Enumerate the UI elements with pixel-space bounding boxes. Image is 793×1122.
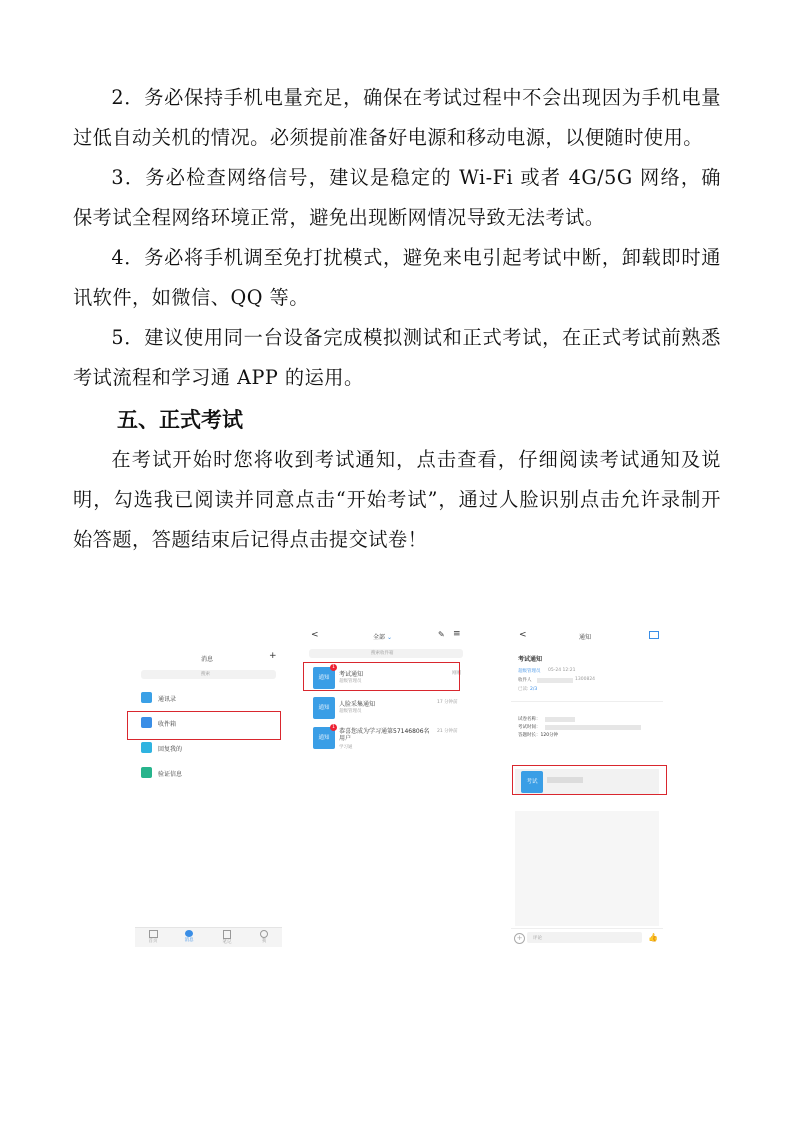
tab-label: 我 xyxy=(261,939,267,944)
paragraph-do-not-disturb: 4．务必将手机调至免打扰模式，避免来电引起考试中断，卸载即时通讯软件，如微信、QQ 等。 xyxy=(73,246,721,309)
tab-home[interactable] xyxy=(145,930,161,944)
list-item-label: 通讯录 xyxy=(158,696,177,703)
read-count-label xyxy=(518,686,537,692)
notice-tag: 通知 xyxy=(313,727,335,749)
notice-body-blank xyxy=(515,811,659,926)
message-row-welcome[interactable] xyxy=(303,722,469,756)
home-icon xyxy=(149,930,158,938)
list-item-replies[interactable] xyxy=(141,741,276,755)
read-label: 已读: xyxy=(518,687,529,692)
notice-date: 05-24 12:21 xyxy=(548,668,576,673)
search-placeholder: 搜索 xyxy=(201,672,210,677)
messages-title: 消息 xyxy=(201,656,214,663)
search-placeholder: 搜索收件箱 xyxy=(371,651,394,656)
reply-icon xyxy=(141,742,152,753)
duration-label xyxy=(518,732,558,738)
notice-tag: 通知 xyxy=(313,697,335,719)
tab-me[interactable] xyxy=(256,930,272,944)
back-icon[interactable]: < xyxy=(519,630,527,640)
paragraph-formal-exam: 在考试开始时您将收到考试通知，点击查看，仔细阅读考试通知及说明，勾选我已阅读并同意点击“开始考试”，通过人脸识别点击允许录制开始答题，答题结束后记得点击提交试卷！ xyxy=(73,448,721,551)
exam-name-redacted xyxy=(545,717,575,722)
unread-badge: 1 xyxy=(330,664,337,671)
message-title: 人脸采集通知 xyxy=(339,701,376,708)
unread-badge: 1 xyxy=(330,724,337,731)
notice-tag: 通知 xyxy=(313,667,335,689)
screenshot-messages xyxy=(135,645,282,947)
read-value: 2/3 xyxy=(529,687,538,692)
tab-label: 笔记 xyxy=(222,940,232,945)
inbox-search-input[interactable] xyxy=(309,649,463,658)
paragraph-battery: 2．务必保持手机电量充足，确保在考试过程中不会出现因为手机电量过低自动关机的情况。必须提前准备好电源和移动电源，以便随时使用。 xyxy=(73,86,721,149)
tab-label: 消息 xyxy=(184,938,194,943)
tab-label: 首页 xyxy=(148,939,158,944)
message-title: 恭喜您成为学习通第57146806名用户 xyxy=(339,728,430,742)
tab-messages[interactable] xyxy=(181,930,197,943)
recipient-tail: 1300824 xyxy=(575,677,596,682)
notice-sender: 超级管理员 xyxy=(518,669,541,674)
add-icon[interactable]: + xyxy=(269,651,277,661)
list-item-label: 回复我的 xyxy=(158,746,183,753)
tab-bar xyxy=(135,927,282,947)
list-item-label: 收件箱 xyxy=(158,721,177,728)
compose-icon[interactable]: ✎ xyxy=(438,630,445,639)
message-sender: 超级管理员 xyxy=(339,679,362,684)
message-sender: 超级管理员 xyxy=(339,709,362,714)
message-row-face[interactable] xyxy=(303,693,469,721)
screenshot-inbox xyxy=(303,627,469,777)
notice-header-title: 通知 xyxy=(579,634,592,641)
message-time: 21 分钟前 xyxy=(437,729,458,734)
paragraph-same-device: 5．建议使用同一台设备完成模拟测试和正式考试，在正式考试前熟悉考试流程和学习通 APP 的运用。 xyxy=(73,326,721,389)
message-time: 17 分钟前 xyxy=(437,700,458,705)
comment-input[interactable] xyxy=(527,932,642,943)
contacts-icon xyxy=(141,692,152,703)
comment-placeholder: 评论 xyxy=(533,936,542,941)
filter-dropdown[interactable] xyxy=(373,632,392,641)
shield-icon xyxy=(141,767,152,778)
chat-icon xyxy=(185,930,193,937)
note-icon xyxy=(223,930,231,939)
back-icon[interactable]: < xyxy=(311,630,319,640)
exam-name-label: 试卷名称： xyxy=(518,717,541,722)
search-input[interactable] xyxy=(141,670,276,679)
document-body xyxy=(73,78,721,560)
highlight-inbox xyxy=(127,711,281,740)
list-item-label: 验证信息 xyxy=(158,771,183,778)
recipient-label: 收件人 xyxy=(518,678,532,683)
filter-label: 全部 xyxy=(373,634,386,641)
message-sender: 学习通 xyxy=(339,745,353,750)
message-title: 考试通知 xyxy=(339,671,364,678)
like-icon[interactable]: 👍 xyxy=(648,933,658,942)
highlight-exam-card xyxy=(512,765,667,795)
exam-time-redacted xyxy=(545,725,641,730)
message-time: 刚刚 xyxy=(452,671,461,676)
exam-time-label: 考试时间： xyxy=(518,725,541,730)
duration-label-text: 答题时长： xyxy=(518,733,541,738)
menu-icon[interactable]: ≡ xyxy=(453,629,461,639)
add-circle-icon[interactable]: + xyxy=(514,933,525,944)
paragraph-network: 3．务必检查网络信号，建议是稳定的 Wi-Fi 或者 4G/5G 网络，确保考试全程网络环境正常，避免出现断网情况导致无法考试。 xyxy=(73,166,721,229)
comment-bar xyxy=(511,928,663,947)
chevron-down-icon: ⌄ xyxy=(386,634,392,641)
notice-title: 考试通知 xyxy=(518,656,543,663)
list-item-contacts[interactable] xyxy=(141,691,276,705)
recipient-redacted xyxy=(537,678,573,683)
share-icon[interactable] xyxy=(649,631,659,639)
duration-value: 120分钟 xyxy=(540,733,559,738)
section-heading: 五、正式考试 xyxy=(117,408,243,432)
person-icon xyxy=(260,930,268,938)
tab-notes[interactable] xyxy=(219,930,235,945)
exam-tag: 考试 xyxy=(521,771,543,793)
highlight-exam-notice xyxy=(303,662,460,691)
list-item-verification[interactable] xyxy=(141,766,276,780)
divider xyxy=(511,701,663,702)
